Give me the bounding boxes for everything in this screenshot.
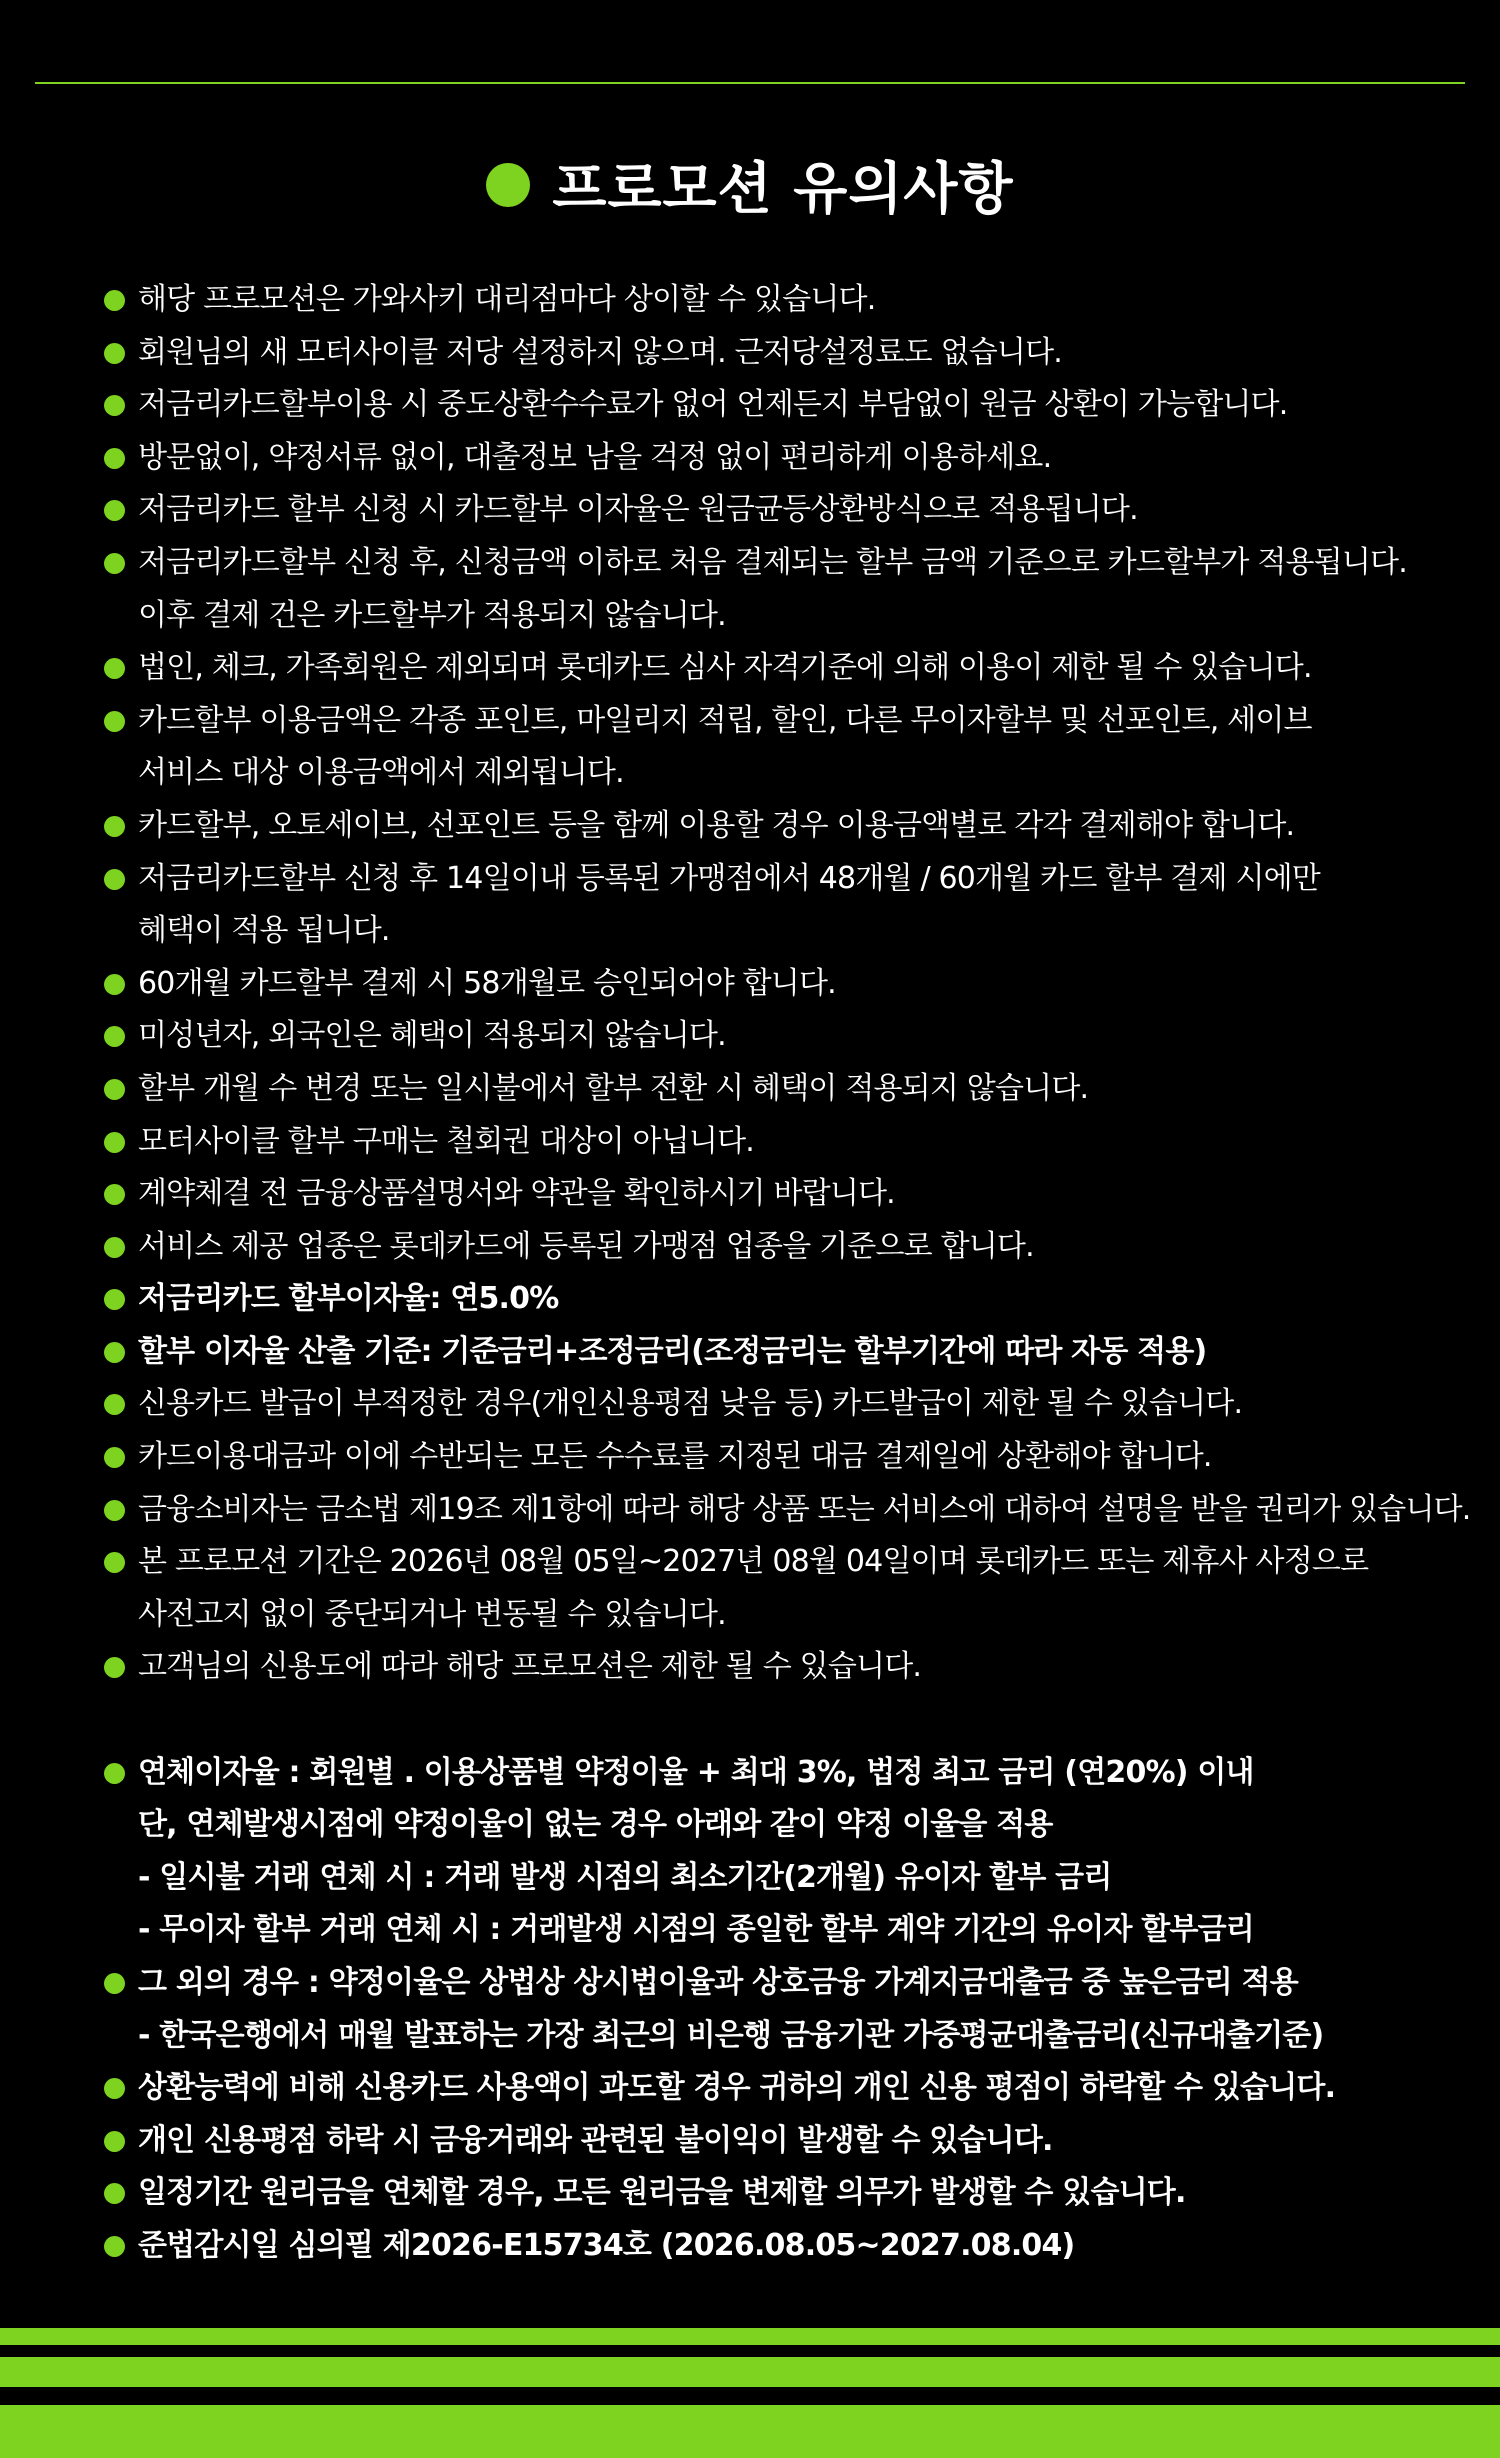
notice-text: 카드할부, 오토세이브, 선포인트 등을 함께 이용할 경우 이용금액별로 각각 결제해야 합니다. xyxy=(138,807,1295,843)
bullet-icon xyxy=(104,1500,125,1521)
notice-item xyxy=(104,2062,1474,2115)
bullet-icon xyxy=(104,1026,125,1047)
notice-item xyxy=(104,1904,1474,1957)
notice-item xyxy=(104,800,1474,853)
top-divider xyxy=(35,82,1465,84)
notice-item xyxy=(104,2010,1474,2063)
bullet-icon xyxy=(104,1289,125,1310)
bullet-icon xyxy=(104,2131,125,2152)
notice-item xyxy=(104,1799,1474,1852)
notice-item xyxy=(104,1010,1474,1063)
notice-text: 신용카드 발급이 부적정한 경우(개인신용평점 낮음 등) 카드발급이 제한 될 수 있습니다. xyxy=(138,1386,1243,1422)
notice-text: 그 외의 경우 : 약정이율은 상법상 상시법이율과 상호금융 가계지금대출금 중 높은금리 적용 xyxy=(138,1965,1298,2000)
notice-text: 개인 신용평점 하락 시 금융거래와 관련된 불이익이 발생할 수 있습니다. xyxy=(138,2122,1053,2158)
notice-text: 방문없이, 약정서류 없이, 대출정보 남을 걱정 없이 편리하게 이용하세요. xyxy=(138,439,1052,475)
notice-item xyxy=(104,2167,1474,2220)
notice-text: 카드할부 이용금액은 각종 포인트, 마일리지 적립, 할인, 다른 무이자할부 및 선포인트, 세이브 xyxy=(138,702,1312,738)
notice-text: 서비스 제공 업종은 롯데카드에 등록된 가맹점 업종을 기준으로 합니다. xyxy=(138,1228,1034,1264)
bullet-icon xyxy=(104,1394,125,1415)
notice-item xyxy=(104,1168,1474,1221)
notice-item xyxy=(104,1378,1474,1431)
notice-text: 미성년자, 외국인은 혜택이 적용되지 않습니다. xyxy=(138,1018,726,1054)
notice-text: 할부 이자율 산출 기준: 기준금리+조정금리(조정금리는 할부기간에 따라 자동 적용) xyxy=(138,1333,1207,1369)
notice-item xyxy=(104,958,1474,1011)
bullet-icon xyxy=(104,500,125,521)
notice-text: 60개월 카드할부 결제 시 58개월로 승인되어야 합니다. xyxy=(138,965,836,1001)
notice-item xyxy=(104,1957,1474,2010)
notice-item xyxy=(104,1063,1474,1116)
notice-item xyxy=(104,1431,1474,1484)
bullet-icon xyxy=(104,1763,125,1784)
notice-item xyxy=(104,537,1474,590)
notice-item xyxy=(104,1747,1474,1800)
notice-item xyxy=(104,1116,1474,1169)
notice-item xyxy=(104,1589,1474,1642)
bullet-icon xyxy=(104,1447,125,1468)
notice-item xyxy=(104,590,1474,643)
title-bullet-icon xyxy=(486,163,530,207)
bullet-icon xyxy=(104,658,125,679)
bullet-icon xyxy=(104,974,125,995)
notice-text: 사전고지 없이 중단되거나 변동될 수 있습니다. xyxy=(138,1596,726,1632)
bullet-icon xyxy=(104,1657,125,1678)
notice-text: 저금리카드할부 신청 후, 신청금액 이하로 처음 결제되는 할부 금액 기준으로 카드할부가 적용됩니다. xyxy=(138,544,1407,580)
bullet-icon xyxy=(104,1552,125,1573)
notice-text: 상환능력에 비해 신용카드 사용액이 과도할 경우 귀하의 개인 신용 평점이 하락할 수 있습니다. xyxy=(138,2070,1336,2106)
notice-text: 회원님의 새 모터사이클 저당 설정하지 않으며. 근저당설정료도 없습니다. xyxy=(138,334,1063,370)
notice-text: 모터사이클 할부 구매는 철회권 대상이 아닙니다. xyxy=(138,1123,755,1159)
bullet-icon xyxy=(104,395,125,416)
notice-item xyxy=(104,1484,1474,1537)
bullet-icon xyxy=(104,1079,125,1100)
page-title: 프로모션 유의사항 xyxy=(552,157,1014,222)
bullet-icon xyxy=(104,2078,125,2099)
notice-item xyxy=(104,1326,1474,1379)
notice-item xyxy=(104,695,1474,748)
notice-text: 일정기간 원리금을 연체할 경우, 모든 원리금을 변제할 의무가 발생할 수 있습니다. xyxy=(138,2175,1186,2211)
notice-text: - 한국은행에서 매월 발표하는 가장 최근의 비은행 금융기관 가중평균대출금리(신규대출기준) xyxy=(138,2017,1324,2053)
footer-stripe xyxy=(0,2405,1500,2458)
notice-item xyxy=(104,1221,1474,1274)
notice-text: 계약체결 전 금융상품설명서와 약관을 확인하시기 바랍니다. xyxy=(138,1176,895,1212)
notice-text: - 일시불 거래 연체 시 : 거래 발생 시점의 최소기간(2개월) 유이자 할부 금리 xyxy=(138,1859,1112,1895)
notice-text: 법인, 체크, 가족회원은 제외되며 롯데카드 심사 자격기준에 의해 이용이 제한 될 수 있습니다. xyxy=(138,650,1312,686)
notice-item xyxy=(104,1641,1474,1694)
bullet-icon xyxy=(104,2183,125,2204)
notice-item xyxy=(104,274,1474,327)
notice-list xyxy=(104,274,1474,2273)
bullet-icon xyxy=(104,816,125,837)
notice-text: 저금리카드할부이용 시 중도상환수수료가 없어 언제든지 부담없이 원금 상환이 가능합니다. xyxy=(138,387,1288,423)
notice-text: 고객님의 신용도에 따라 해당 프로모션은 제한 될 수 있습니다. xyxy=(138,1649,922,1685)
notice-item xyxy=(104,1273,1474,1326)
bullet-icon xyxy=(104,1184,125,1205)
notice-text: 저금리카드 할부 신청 시 카드할부 이자율은 원금균등상환방식으로 적용됩니다. xyxy=(138,492,1138,528)
notice-text: 저금리카드할부 신청 후 14일이내 등록된 가맹점에서 48개월 / 60개월 카드 할부 결제 시에만 xyxy=(138,860,1320,896)
notice-text: 단, 연체발생시점에 약정이율이 없는 경우 아래와 같이 약정 이율을 적용 xyxy=(138,1807,1053,1843)
notice-item xyxy=(104,432,1474,485)
list-spacer xyxy=(104,1694,1474,1747)
notice-item xyxy=(104,747,1474,800)
notice-text: 저금리카드 할부이자율: 연5.0% xyxy=(138,1281,559,1317)
bullet-icon xyxy=(104,343,125,364)
notice-item xyxy=(104,379,1474,432)
notice-text: 해당 프로모션은 가와사키 대리점마다 상이할 수 있습니다. xyxy=(138,282,876,317)
section-title xyxy=(0,145,1500,225)
notice-text: 본 프로모션 기간은 2026년 08월 05일~2027년 08월 04일이며 롯데카드 또는 제휴사 사정으로 xyxy=(138,1544,1369,1580)
bullet-icon xyxy=(104,711,125,732)
notice-item xyxy=(104,2115,1474,2168)
notice-item xyxy=(104,905,1474,958)
notice-item xyxy=(104,2220,1474,2273)
bullet-icon xyxy=(104,2236,125,2257)
notice-text: 연체이자율 : 회원별 . 이용상품별 약정이율 + 최대 3%, 법정 최고 금리 (연20%) 이내 xyxy=(138,1754,1254,1790)
bullet-icon xyxy=(104,1342,125,1363)
notice-item xyxy=(104,327,1474,380)
bullet-icon xyxy=(104,1237,125,1258)
bullet-icon xyxy=(104,553,125,574)
notice-item xyxy=(104,1852,1474,1905)
notice-text: - 무이자 할부 거래 연체 시 : 거래발생 시점의 종일한 할부 계약 기간의 유이자 할부금리 xyxy=(138,1912,1254,1948)
bullet-icon xyxy=(104,1132,125,1153)
bullet-icon xyxy=(104,869,125,890)
notice-item xyxy=(104,853,1474,906)
footer-stripe xyxy=(0,2328,1500,2345)
notice-text: 이후 결제 건은 카드할부가 적용되지 않습니다. xyxy=(138,597,726,633)
notice-text: 금융소비자는 금소법 제19조 제1항에 따라 해당 상품 또는 서비스에 대하여 설명을 받을 권리가 있습니다. xyxy=(138,1491,1471,1527)
notice-item xyxy=(104,484,1474,537)
notice-text: 카드이용대금과 이에 수반되는 모든 수수료를 지정된 대금 결제일에 상환해야 합니다. xyxy=(138,1439,1212,1475)
bullet-icon xyxy=(104,290,125,311)
notice-item xyxy=(104,1536,1474,1589)
notice-item xyxy=(104,642,1474,695)
bullet-icon xyxy=(104,448,125,469)
notice-text: 혜택이 적용 됩니다. xyxy=(138,913,390,949)
notice-text: 할부 개월 수 변경 또는 일시불에서 할부 전환 시 혜택이 적용되지 않습니다. xyxy=(138,1070,1089,1106)
notice-text: 준법감시일 심의필 제2026-E15734호 (2026.08.05~2027.08.04) xyxy=(138,2227,1075,2263)
footer-stripe xyxy=(0,2357,1500,2387)
notice-text: 서비스 대상 이용금액에서 제외됩니다. xyxy=(138,755,624,791)
bullet-icon xyxy=(104,1973,125,1994)
